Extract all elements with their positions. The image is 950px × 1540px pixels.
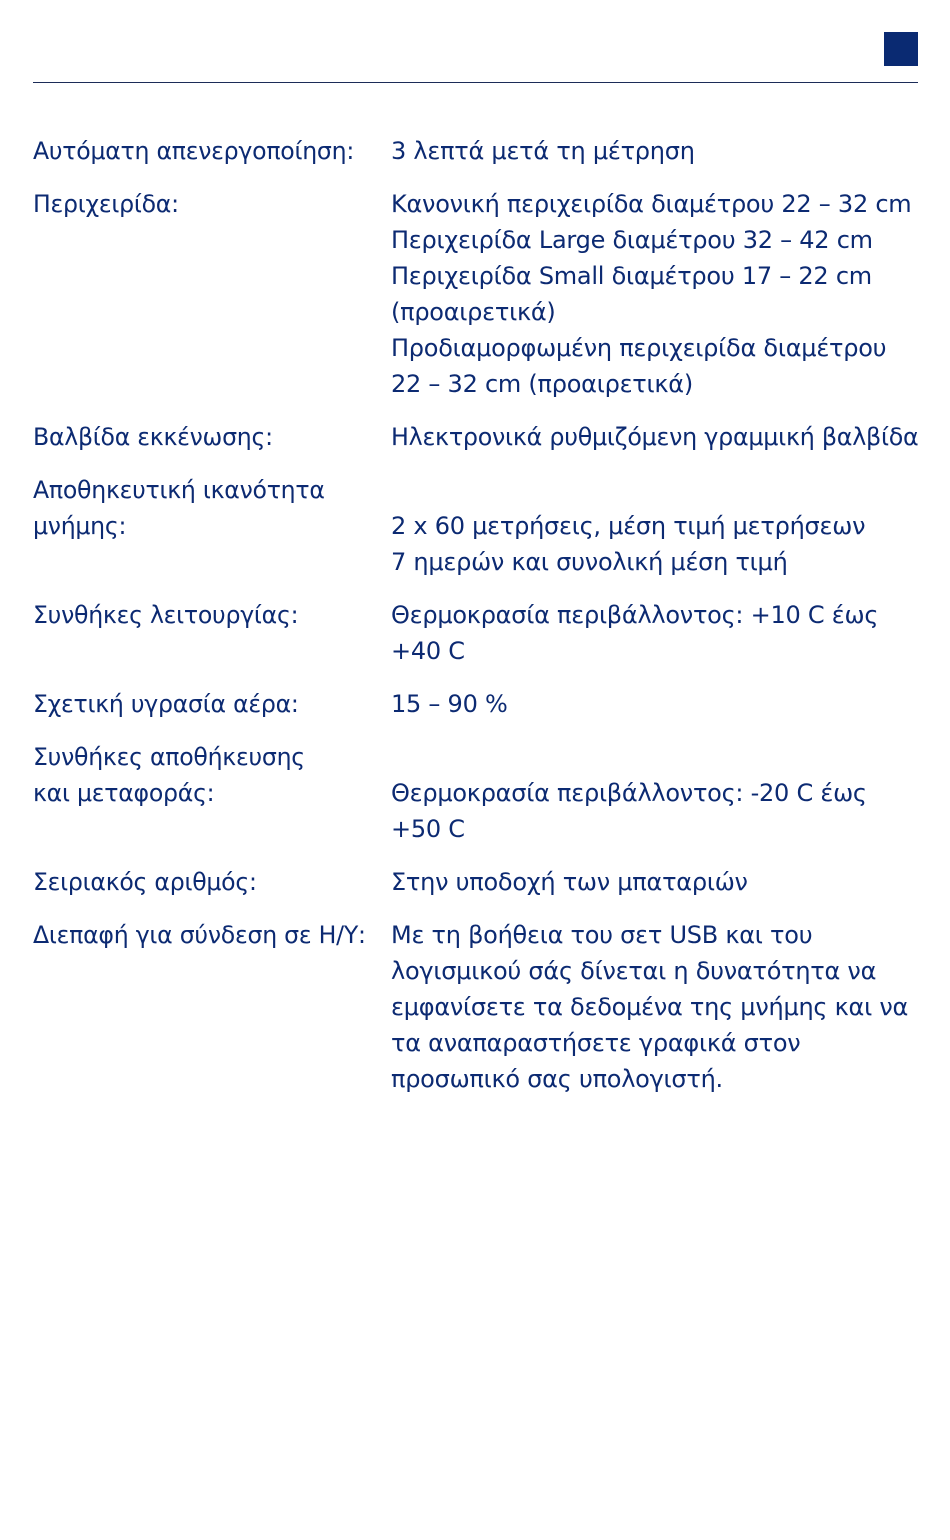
spec-value: +40 C (391, 637, 465, 665)
spec-value: Κανονική περιχειρίδα διαμέτρου 22 – 32 cm (391, 190, 912, 218)
spec-row-deflation-valve (33, 419, 918, 455)
spec-label: Περιχειρίδα: (33, 190, 179, 218)
spec-row-serial-number (33, 864, 918, 900)
spec-value: εμφανίσετε τα δεδομένα της μνήμης και να (391, 993, 909, 1021)
spec-value: 22 – 32 cm (προαιρετικά) (391, 370, 693, 398)
spec-value: λογισμικού σάς δίνεται η δυνατότητα να (391, 957, 877, 985)
spec-label: Συνθήκες αποθήκευσης (33, 743, 305, 771)
spec-label: Αυτόματη απενεργοποίηση: (33, 137, 355, 165)
spec-value: Θερμοκρασία περιβάλλοντος: -20 C έως (391, 779, 867, 807)
spec-value: 7 ημερών και συνολική μέση τιμή (391, 548, 788, 576)
spec-label: μνήμης: (33, 512, 127, 540)
spec-label: και μεταφοράς: (33, 779, 215, 807)
spec-value: Ηλεκτρονικά ρυθμιζόμενη γραμμική βαλβίδα (391, 423, 919, 451)
spec-row-storage-conditions (33, 739, 918, 847)
spec-label: Διεπαφή για σύνδεση σε Η/Υ: (33, 921, 366, 949)
spec-value: Περιχειρίδα Large διαμέτρου 32 – 42 cm (391, 226, 873, 254)
spec-value: 15 – 90 % (391, 690, 508, 718)
spec-row-pc-interface (33, 917, 918, 1097)
spec-value: Με τη βοήθεια του σετ USB και του (391, 921, 813, 949)
spec-value: Περιχειρίδα Small διαμέτρου 17 – 22 cm (391, 262, 872, 290)
spec-value: 2 x 60 μετρήσεις, μέση τιμή μετρήσεων (391, 512, 866, 540)
spec-value: Προδιαμορφωμένη περιχειρίδα διαμέτρου (391, 334, 887, 362)
spec-row-cuff (33, 186, 918, 402)
spec-label: Βαλβίδα εκκένωσης: (33, 423, 273, 451)
spec-row-memory (33, 472, 918, 580)
spec-label: Αποθηκευτική ικανότητα (33, 476, 325, 504)
spec-value: Στην υποδοχή των μπαταριών (391, 868, 748, 896)
spec-value: (προαιρετικά) (391, 298, 556, 326)
spec-value: Θερμοκρασία περιβάλλοντος: +10 C έως (391, 601, 879, 629)
specifications-table (33, 133, 918, 1114)
spec-row-operating-conditions (33, 597, 918, 669)
spec-value: τα αναπαραστήσετε γραφικά στον (391, 1029, 801, 1057)
spec-value: προσωπικό σας υπολογιστή. (391, 1065, 723, 1093)
spec-value: +50 C (391, 815, 465, 843)
spec-row-humidity (33, 686, 918, 722)
spec-row-auto-off (33, 133, 918, 169)
spec-label: Συνθήκες λειτουργίας: (33, 601, 299, 629)
spec-value: 3 λεπτά μετά τη μέτρηση (391, 137, 695, 165)
spec-label: Σειριακός αριθμός: (33, 868, 257, 896)
spec-label: Σχετική υγρασία αέρα: (33, 690, 299, 718)
header-divider (33, 82, 918, 83)
corner-marker (884, 32, 918, 66)
